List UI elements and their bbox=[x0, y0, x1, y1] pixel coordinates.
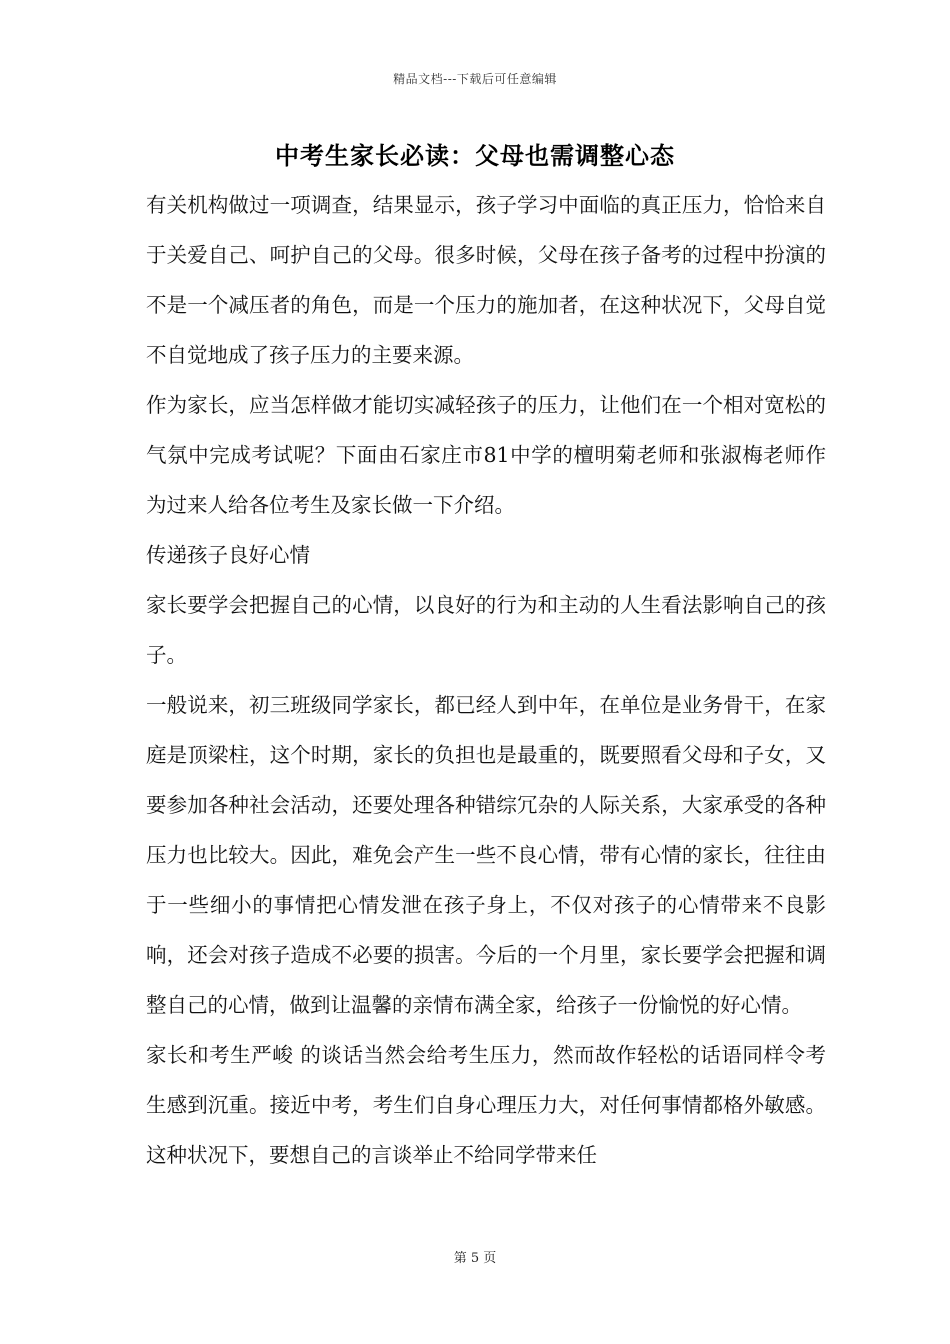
document-body bbox=[146, 180, 826, 1180]
document-title: 中考生家长必读：父母也需调整心态 bbox=[275, 141, 675, 170]
section-heading: 传递孩子良好心情 bbox=[146, 543, 310, 567]
page-number: 第 5 页 bbox=[453, 1251, 497, 1266]
paragraph-conversation: 家长和考生严峻 的谈话当然会给考生压力，然而故作轻松的话语同样令考生感到沉重。接近中考，考生们自身心理压力大，对任何事情都格外敏感。这种状况下，要想自己的言谈举止不给同学带来任 bbox=[146, 1043, 826, 1167]
paragraph-explanation: 一般说来，初三班级同学家长，都已经人到中年，在单位是业务骨干，在家庭是顶梁柱，这个时期，家长的负担也是最重的，既要照看父母和子女，又要参加各种社会活动，还要处理各种错综冗杂的人际关系，大家承受的各种压力也比较大。因此，难免会产生一些不良心情，带有心情的家长，往往由于一些细小的事情把心情发泄在孩子身上，不仅对孩子的心情带来不良影响，还会对孩子造成不必要的损害。今后的一个月里，家长要学会把握和调整自己的心情，做到让温馨的亲情布满全家，给孩子一份愉悦的好心情。 bbox=[146, 693, 826, 1017]
paragraph-question: 作为家长，应当怎样做才能切实减轻孩子的压力，让他们在一个相对宽松的气氛中完成考试呢？下面由石家庄市81中学的檀明菊老师和张淑梅老师作为过来人给各位考生及家长做一下介绍。 bbox=[146, 393, 826, 517]
paragraph-intro: 有关机构做过一项调查，结果显示，孩子学习中面临的真正压力，恰恰来自于关爱自己、呵护自己的父母。很多时候，父母在孩子备考的过程中扮演的不是一个减压者的角色，而是一个压力的施加者，在这种状况下，父母自觉不自觉地成了孩子压力的主要来源。 bbox=[146, 193, 826, 367]
paragraph-advice: 家长要学会把握自己的心情，以良好的行为和主动的人生看法影响自己的孩子。 bbox=[146, 593, 826, 667]
page-header: 精品文档---下载后可任意编辑 bbox=[393, 72, 557, 86]
